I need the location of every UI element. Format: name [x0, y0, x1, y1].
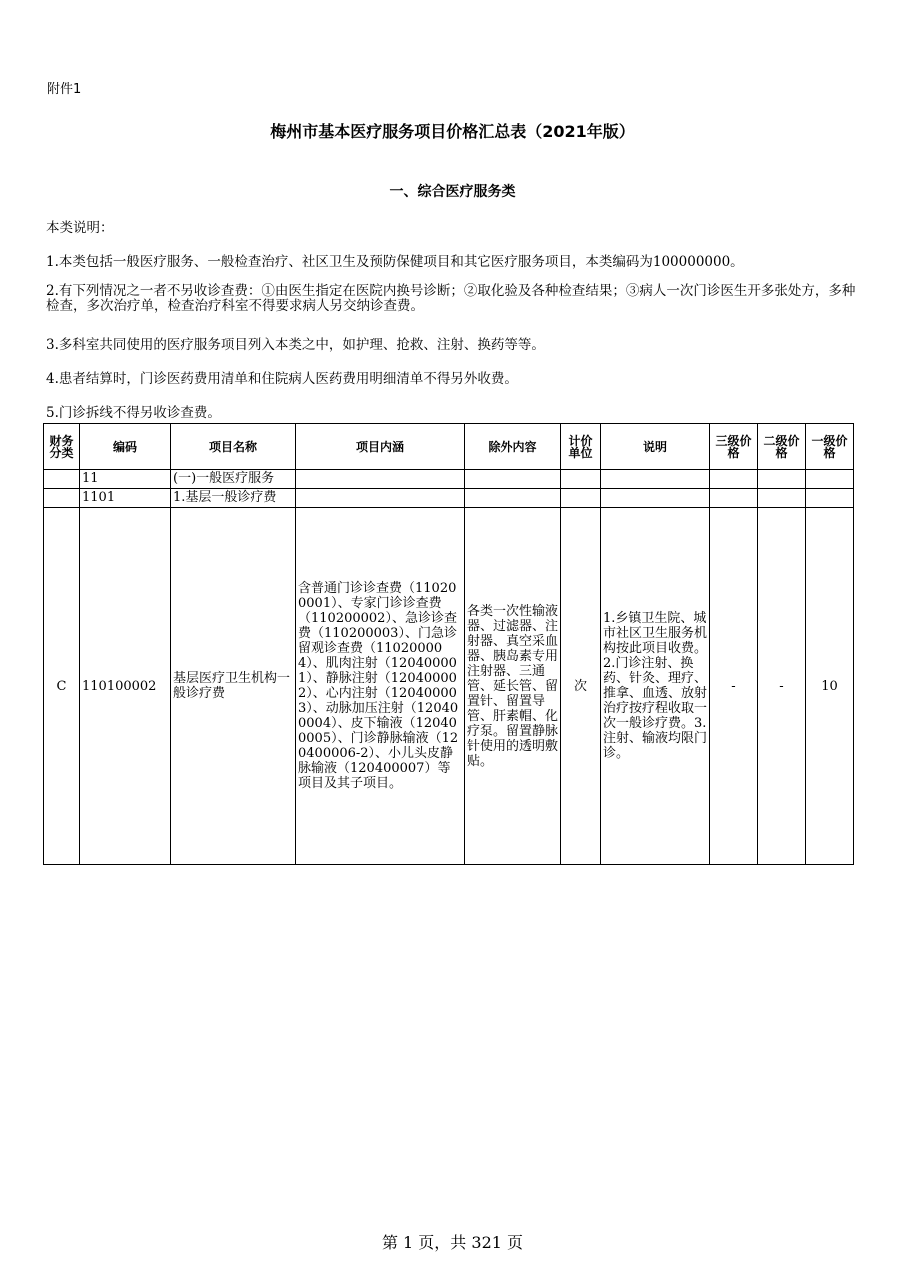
cell-description: 1.乡镇卫生院、城市社区卫生服务机构按此项目收费。2.门诊注射、换药、针灸、理疗、推拿、血透、放射治疗按疗程收取一次一般诊疗费。3.注射、输液均限门诊。: [601, 508, 710, 865]
cell-price-1: [806, 470, 854, 489]
cell-price-1: [806, 489, 854, 508]
cell-price-2: [758, 470, 806, 489]
cell-code: 11: [80, 470, 171, 489]
cell-code: 110100002: [80, 508, 171, 865]
cell-unit: [561, 470, 601, 489]
cell-price-3: [710, 489, 758, 508]
note-item-1: 1.本类包括一般医疗服务、一般检查治疗、社区卫生及预防保健项目和其它医疗服务项目，本类编码为100000000。: [46, 254, 744, 270]
attachment-label: 附件1: [47, 82, 82, 97]
note-item-2: 2.有下列情况之一者不另收诊查费：①由医生指定在医院内换号诊断；②取化验及各种检查结果；③病人一次门诊医生开多张处方，多种检查，多次治疗单，检查治疗科室不得要求病人另交纳诊查费。: [46, 283, 856, 314]
page-number-footer: 第 1 页，共 321 页: [381, 1233, 524, 1252]
header-price-3: 三级价格: [710, 424, 758, 470]
cell-content: 含普通门诊诊查费（110200001）、专家门诊诊查费（110200002）、急诊诊查费（110200003）、门急诊留观诊查费（110200004）、肌肉注射（120400001）、静脉注射（120400002）、心内注射（120400003）、动脉加压注射（120400004）、皮下输液（120400005）、门诊静脉输液（120400006-2）、小儿头皮静脉输液（120400007）等项目及其子项目。: [296, 508, 465, 865]
cell-exclusions: 各类一次性输液器、过滤器、注射器、真空采血器、胰岛素专用注射器、三通管、延长管、留置针、留置导管、肝素帽、化疗泵。留置静脉针使用的透明敷贴。: [465, 508, 561, 865]
cell-unit: 次: [561, 508, 601, 865]
cell-name: 1.基层一般诊疗费: [171, 489, 296, 508]
header-price-1: 一级价格: [806, 424, 854, 470]
cell-category: [44, 470, 80, 489]
section-heading: 一、综合医疗服务类: [389, 184, 516, 200]
cell-exclusions: [465, 470, 561, 489]
cell-price-2: -: [758, 508, 806, 865]
cell-content: [296, 470, 465, 489]
cell-price-1: 10: [806, 508, 854, 865]
cell-description: [601, 489, 710, 508]
cell-price-2: [758, 489, 806, 508]
cell-price-3: -: [710, 508, 758, 865]
header-price-2: 二级价格: [758, 424, 806, 470]
note-item-3: 3.多科室共同使用的医疗服务项目列入本类之中，如护理、抢救、注射、换药等等。: [46, 337, 545, 353]
header-description: 说明: [601, 424, 710, 470]
header-code: 编码: [80, 424, 171, 470]
price-table: [43, 423, 854, 865]
cell-price-3: [710, 470, 758, 489]
cell-content: [296, 489, 465, 508]
cell-category: C: [44, 508, 80, 865]
table-row-item: [44, 508, 854, 865]
cell-name: 基层医疗卫生机构一般诊疗费: [171, 508, 296, 865]
header-exclusions: 除外内容: [465, 424, 561, 470]
header-category: 财务分类: [44, 424, 80, 470]
cell-code: 1101: [80, 489, 171, 508]
cell-exclusions: [465, 489, 561, 508]
cell-name: (一)一般医疗服务: [171, 470, 296, 489]
document-title: 梅州市基本医疗服务项目价格汇总表（2021年版）: [270, 122, 635, 141]
notes-intro: 本类说明：: [46, 220, 114, 236]
header-name: 项目名称: [171, 424, 296, 470]
header-content: 项目内涵: [296, 424, 465, 470]
note-item-4: 4.患者结算时，门诊医药费用清单和住院病人医药费用明细清单不得另外收费。: [46, 371, 518, 387]
header-unit: 计价单位: [561, 424, 601, 470]
cell-description: [601, 470, 710, 489]
table-header-row: [44, 424, 854, 470]
cell-category: [44, 489, 80, 508]
cell-unit: [561, 489, 601, 508]
note-item-5: 5.门诊拆线不得另收诊查费。: [46, 405, 221, 421]
table-row-group: [44, 470, 854, 489]
table-row-subgroup: [44, 489, 854, 508]
